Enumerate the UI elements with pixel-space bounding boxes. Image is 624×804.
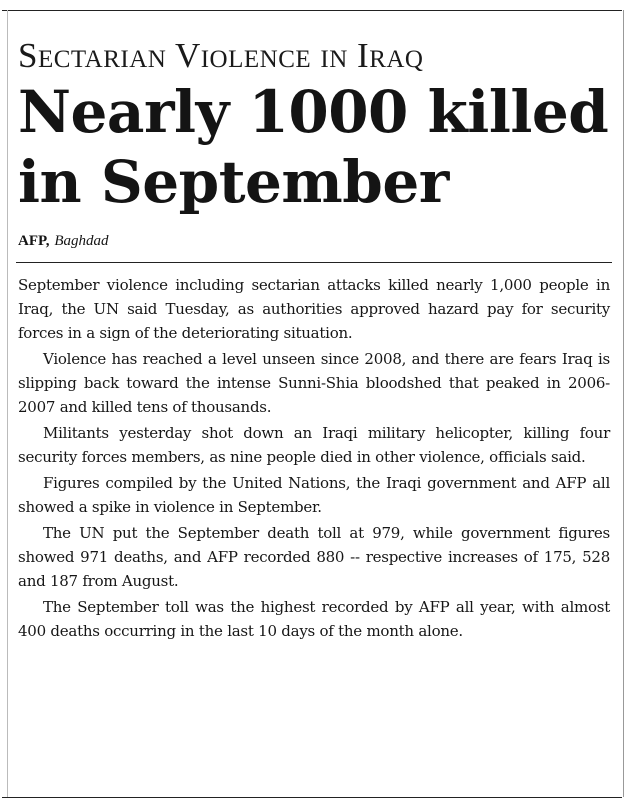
news-article	[18, 38, 610, 645]
article-body	[18, 273, 610, 643]
body-paragraph-6: The September toll was the highest recorded by AFP all year, with almost 400 deaths occurring in the last 10 days of the month alone.	[18, 598, 610, 640]
body-paragraph-2: Violence has reached a level unseen since 2008, and there are fears Iraq is slipping back toward the intense Sunni-Shia bloodshed that peaked in 2006-2007 and killed tens of thousands.	[18, 350, 610, 416]
article-kicker: Sectarian Violence in Iraq	[18, 36, 424, 75]
body-paragraph-3: Militants yesterday shot down an Iraqi military helicopter, killing four security forces members, as nine people died in other violence, officials said.	[18, 424, 610, 466]
top-rule	[2, 10, 622, 11]
byline-divider	[16, 262, 612, 263]
byline-agency: AFP,	[18, 233, 50, 249]
article-headline: Nearly 1000 killed in September	[18, 78, 609, 216]
body-paragraph-5: The UN put the September death toll at 979, while government figures showed 971 deaths, and AFP recorded 880 -- respective increases of 175, 528 and 187 from August.	[18, 524, 610, 590]
article-byline	[18, 231, 610, 250]
byline-place: Baghdad	[54, 233, 109, 249]
bottom-rule	[2, 797, 622, 798]
body-paragraph-1: September violence including sectarian attacks killed nearly 1,000 people in Iraq, the UN said Tuesday, as authorities approved hazard pay for security forces in a sign of the deteriorating situation.	[18, 276, 610, 342]
left-column-rule	[7, 10, 8, 797]
body-paragraph-4: Figures compiled by the United Nations, the Iraqi government and AFP all showed a spike in violence in September.	[18, 474, 610, 516]
